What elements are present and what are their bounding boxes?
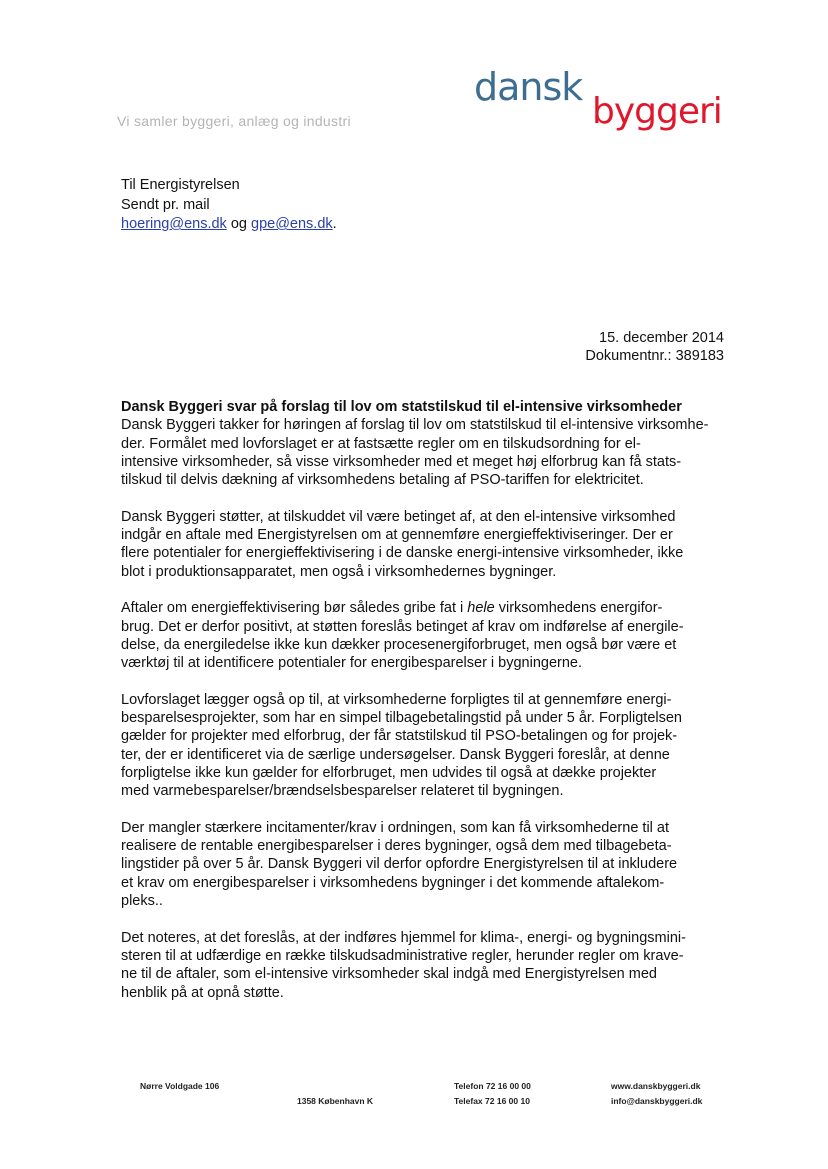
p6-line: steren til at udfærdige en række tilskudsadministrative regler, herunder regler om krave-	[121, 947, 684, 964]
logo-word-byggeri: byggeri	[592, 91, 722, 132]
p2-line: indgår en aftale med Energistyrelsen om at gennemføre energieffektiviseringer. Der er	[121, 527, 673, 544]
p5-line: et krav om energibesparelser i virksomhedens bygninger i det kommende aftalekom-	[121, 874, 665, 891]
date-block	[585, 330, 724, 365]
recipient-block	[121, 176, 337, 235]
footer-street: Nørre Voldgade 106	[140, 1081, 220, 1091]
paragraph-1	[121, 398, 721, 489]
email-join: og	[226, 216, 251, 232]
paragraph-4	[121, 691, 721, 801]
p6-line: henblik på at opnå støtte.	[121, 984, 284, 1001]
dansk-byggeri-logo	[474, 66, 729, 134]
p1-line: intensive virksomheder, så visse virksomheder med et meget høj elforbrug kan få stats-	[121, 453, 682, 470]
email-link-gpe[interactable]: gpe@ens.dk	[251, 216, 333, 232]
p3-line: brug. Det er derfor positivt, at støtten foreslås betinget af krav om indførelse af energile-	[121, 618, 684, 635]
p4-line: Lovforslaget lægger også op til, at virksomhederne forpligtes til at gennemføre energi-	[121, 691, 672, 708]
p1-line: Dansk Byggeri takker for høringen af forslag til lov om statstilskud til el-intensive virksomhe-	[121, 417, 709, 434]
logo-word-dansk: dansk	[474, 66, 583, 109]
footer-website-link[interactable]: www.danskbyggeri.dk	[611, 1081, 701, 1091]
email-link-hoering[interactable]: hoering@ens.dk	[121, 216, 227, 232]
document-number: Dokumentnr.: 389183	[585, 347, 724, 364]
tagline: Vi samler byggeri, anlæg og industri	[117, 113, 351, 129]
p2-line: Dansk Byggeri støtter, at tilskuddet vil være betinget af, at den el-intensive virksomhed	[121, 508, 676, 525]
p4-line: ter, der er identificeret via de særlige undersøgelser. Dansk Byggeri foreslår, at denne	[121, 746, 670, 763]
email-end: .	[332, 216, 337, 232]
paragraph-2	[121, 508, 721, 581]
p4-line: forpligtelse ikke kun gælder for elforbruget, men udvides til også at dække projekter	[121, 764, 657, 781]
p5-line: pleks..	[121, 893, 163, 910]
p4-line: besparelsesprojekter, som har en simpel tilbagebetalingstid på under 5 år. Forpligtelsen	[121, 710, 682, 727]
p3-line: delse, da energiledelse ikke kun dækker procesenergiforbruget, men også bør være et	[121, 636, 677, 653]
p3-line-start: Aftaler om energieffektivisering bør således gribe fat i	[121, 600, 468, 617]
footer-email-link[interactable]: info@danskbyggeri.dk	[611, 1096, 703, 1106]
letter-body	[121, 398, 721, 1020]
footer-fax: Telefax 72 16 00 10	[454, 1096, 530, 1106]
p3-line-end: virksomhedens energifor-	[494, 600, 663, 617]
p6-line: Det noteres, at det foreslås, at der indføres hjemmel for klima-, energi- og bygningsmini-	[121, 929, 686, 946]
p2-line: blot i produktionsapparatet, men også i virksomhedernes bygninger.	[121, 563, 557, 580]
p4-line: gælder for projekter med elforbrug, der får statstilskud til PSO-betalingen og for projek-	[121, 728, 678, 745]
p1-line: tilskud til delvis dækning af virksomhedens betaling af PSO-tariffen for elektricitet.	[121, 472, 644, 489]
letter-title: Dansk Byggeri svar på forslag til lov om statstilskud til el-intensive virksomheder	[121, 399, 682, 415]
p5-line: Der mangler stærkere incitamenter/krav i ordningen, som kan få virksomhederne til at	[121, 819, 670, 836]
p3-emphasis: hele	[467, 600, 495, 617]
p1-line: der. Formålet med lovforslaget er at fastsætte regler om en tilskudsordning for el-	[121, 435, 641, 452]
p5-line: lingstider på over 5 år. Dansk Byggeri vil derfor opfordre Energistyrelsen til at inkludere	[121, 856, 678, 873]
letter-date: 15. december 2014	[599, 330, 724, 346]
footer-city: 1358 København K	[297, 1096, 374, 1106]
email-line	[121, 215, 337, 235]
p4-line: med varmebesparelser/brændselsbesparelser relateret til bygningen.	[121, 783, 564, 800]
recipient-line: Til Energistyrelsen	[121, 177, 240, 193]
p3-line: værktøj til at identificere potentialer for energibesparelser i bygningerne.	[121, 655, 583, 672]
paragraph-5	[121, 819, 721, 910]
paragraph-6	[121, 929, 721, 1002]
p6-line: ne til de aftaler, som el-intensive virksomheder skal indgå med Energistyrelsen med	[121, 966, 657, 983]
delivery-line: Sendt pr. mail	[121, 196, 210, 213]
p5-line: realisere de rentable energibesparelser i deres bygninger, også dem med tilbagebeta-	[121, 838, 672, 855]
paragraph-3	[121, 599, 721, 672]
p2-line: flere potentialer for energieffektivisering i de danske energi-intensive virksomheder, ikke	[121, 545, 684, 562]
footer-phone: Telefon 72 16 00 00	[454, 1081, 531, 1091]
